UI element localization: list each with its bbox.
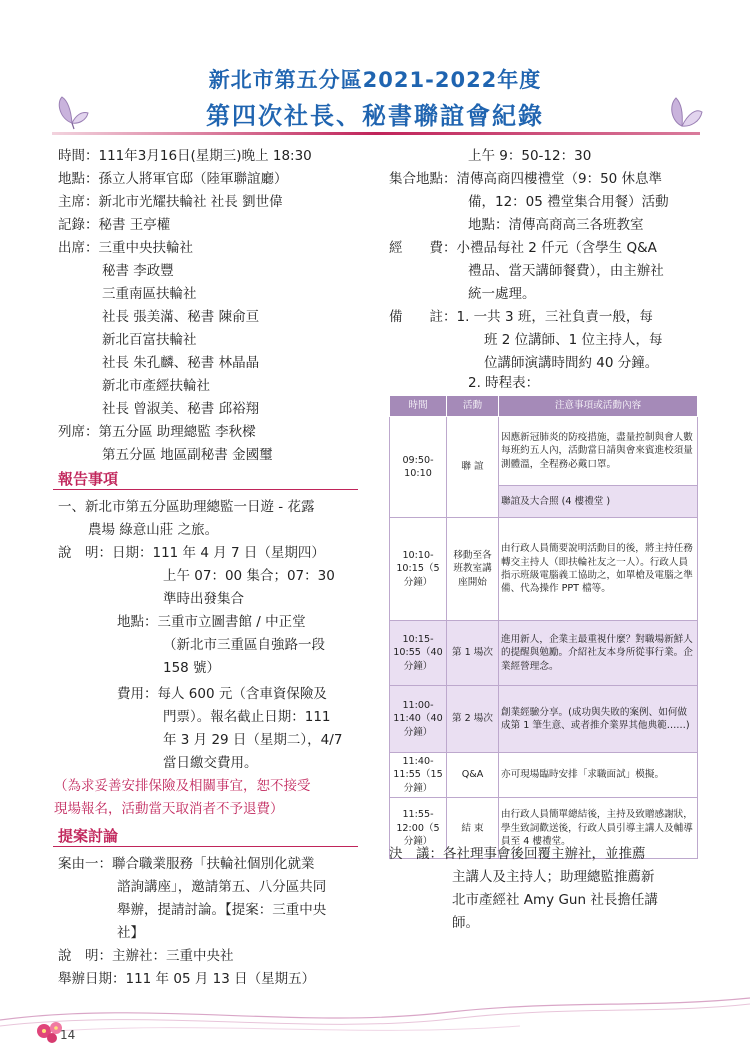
observer-line: 列席：第五分區 助理總監 李秋樑 (58, 424, 256, 440)
report-line: 158 號） (163, 660, 221, 676)
proposal-heading: 提案討論 (58, 827, 119, 845)
report-line: 年 3 月 29 日（星期二），4/7 (163, 732, 343, 748)
report-line: 地點：三重市立圖書館 / 中正堂 (117, 614, 306, 630)
schedule-activity: 聯 誼 (447, 417, 499, 518)
schedule-activity: 第 1 場次 (447, 621, 499, 686)
attendee-line: 新北百富扶輪社 (102, 332, 197, 348)
attendee-line: 新北市產經扶輪社 (102, 378, 210, 394)
resolution-line: 北市產經社 Amy Gun 社長擔任講 (452, 892, 658, 908)
schedule-time: 09:50-10:10 (390, 417, 447, 518)
budget-line: 禮品、當天講師餐費），由主辦社 (468, 263, 664, 279)
budget-line: 經 費：小禮品每社 2 仟元（含學生 Q&A (389, 240, 657, 256)
schedule-header-row (390, 396, 698, 417)
schedule-note: 由行政人員簡要說明活動目的後，將主持任務轉交主持人（即扶輪社友之一人）。行政人員指示班級電腦義工協助之，如單槍及電腦之準備、代為操作 PPT 檔等。 (499, 518, 698, 621)
remark-line: 備 註：1. 一共 3 班，三社負責一般，每 (389, 309, 653, 325)
notice-line: 現場報名，活動當天取消者不予退費） (54, 801, 284, 817)
remark-line: 2. 時程表： (468, 375, 540, 391)
schedule-row (390, 621, 698, 686)
report-line: 門票）。報名截止日期：111 (163, 709, 331, 725)
attendee-line: 三重南區扶輪社 (102, 286, 197, 302)
header-notes: 注意事項或活動內容 (499, 396, 698, 417)
schedule-activity: 第 2 場次 (447, 686, 499, 753)
schedule-activity: 結 束 (447, 798, 499, 859)
attendee-line: 秘書 李政豐 (102, 263, 174, 279)
report-line: 上午 07：00 集合；07：30 (163, 568, 335, 584)
remark-line: 位講師演講時間約 40 分鐘。 (484, 355, 659, 371)
report-line: 一、新北市第五分區助理總監一日遊 - 花露 (58, 499, 315, 515)
schedule-note: 聯誼及大合照 (4 樓禮堂 ) (499, 486, 698, 518)
report-line: 說 明：日期：111 年 4 月 7 日（星期四） (58, 545, 325, 561)
attendee-line: 社長 張美滿、秘書 陳俞亘 (102, 309, 260, 325)
schedule-activity: Q&A (447, 753, 499, 798)
venue-line: 地點：清傳高商高三各班教室 (468, 217, 644, 233)
report-line: （新北市三重區自強路一段 (163, 637, 325, 653)
remark-line: 班 2 位講師、1 位主持人，每 (484, 332, 663, 348)
schedule-note: 進用新人，企業主最重視什麼？對職場新鮮人的提醒與勉勵。介紹社友本身所從事行業。企業經營理念。 (499, 621, 698, 686)
meeting-recorder: 記錄：秘書 王亭權 (58, 217, 171, 233)
schedule-table (389, 395, 698, 859)
proposal-line: 舉辦，提請討論。【提案：三重中央 (117, 902, 327, 918)
header-activity: 活動 (447, 396, 499, 417)
schedule-time: 11:00-11:40（40分鐘） (390, 686, 447, 753)
attendee-line: 出席：三重中央扶輪社 (58, 240, 193, 256)
header-time: 時間 (390, 396, 447, 417)
attendee-line: 社長 朱孔麟、秘書 林晶晶 (102, 355, 260, 371)
schedule-row (390, 686, 698, 753)
schedule-time: 10:10-10:15（5 分鐘） (390, 518, 447, 621)
resolution-line: 主講人及主持人；助理總監推薦新 (452, 869, 655, 885)
schedule-note: 由行政人員簡單總結後，主持及致贈感謝狀，學生致詞歡送後，行政人員引導主講人及輔導員至 4 樓禮堂。 (499, 798, 698, 859)
proposal-divider (53, 846, 358, 847)
observer-line: 第五分區 地區副秘書 金國璽 (102, 447, 273, 463)
venue-line: 備，12：05 禮堂集合用餐）活動 (468, 194, 669, 210)
resolution-line: 決 議：各社理事會後回覆主辦社，並推薦 (389, 846, 646, 862)
schedule-note: 亦可現場臨時安排「求職面試」模擬。 (499, 753, 698, 798)
footer-wave (0, 990, 750, 1040)
page-title: 新北市第五分區2021-2022年度 (208, 68, 542, 92)
meeting-chair: 主席：新北市光耀扶輪社 社長 劉世偉 (58, 194, 283, 210)
event-time: 上午 9：50-12：30 (468, 148, 592, 164)
meeting-place: 地點：孫立人將軍官邸（陸軍聯誼廳） (58, 171, 288, 187)
resolution-line: 師。 (452, 915, 479, 931)
page-number: 14 (60, 1028, 76, 1042)
schedule-note: 創業經驗分享。(成功與失敗的案例、如何做成第 1 筆生意、或者推介業界其他典範……) (499, 686, 698, 753)
schedule-row (390, 753, 698, 798)
proposal-line: 案由一：聯合職業服務「扶輪社個別化就業 (58, 856, 315, 872)
meeting-time: 時間：111年3月16日(星期三)晚上 18:30 (58, 148, 312, 164)
budget-line: 統一處理。 (468, 286, 536, 302)
venue-line: 集合地點：清傳高商四樓禮堂（9：50 休息準 (389, 171, 663, 187)
proposal-line: 諮詢講座」，邀請第五、八分區共同 (117, 879, 327, 895)
report-heading: 報告事項 (58, 470, 119, 488)
proposal-line: 說 明：主辦社：三重中央社 (58, 948, 234, 964)
schedule-time: 11:40-11:55（15分鐘） (390, 753, 447, 798)
proposal-line: 舉辦日期：111 年 05 月 13 日（星期五） (58, 971, 316, 987)
report-line: 準時出發集合 (163, 591, 244, 607)
schedule-time: 10:15-10:55（40分鐘） (390, 621, 447, 686)
schedule-row (390, 417, 698, 486)
proposal-line: 社】 (117, 925, 144, 941)
report-line: 當日繳交費用。 (163, 755, 258, 771)
notice-line: （為求妥善安排保險及相關事宜，恕不接受 (54, 778, 311, 794)
schedule-note: 因應新冠肺炎的防疫措施，盡量控制與會人數每班約五人內，活動當日請與會來賓進校須量測體溫，全程務必戴口罩。 (499, 417, 698, 486)
schedule-time: 11:55-12:00（5 分鐘） (390, 798, 447, 859)
schedule-activity: 移動至各班教室講座開始 (447, 518, 499, 621)
title-divider (52, 130, 700, 138)
report-line: 費用：每人 600 元（含車資保險及 (117, 686, 327, 702)
page-subtitle: 第四次社長、秘書聯誼會紀錄 (206, 102, 544, 130)
report-divider (53, 489, 358, 490)
attendee-line: 社長 曾淑美、秘書 邱裕翔 (102, 401, 260, 417)
schedule-row (390, 518, 698, 621)
report-line: 農場 綠意山莊 之旅。 (88, 522, 219, 538)
